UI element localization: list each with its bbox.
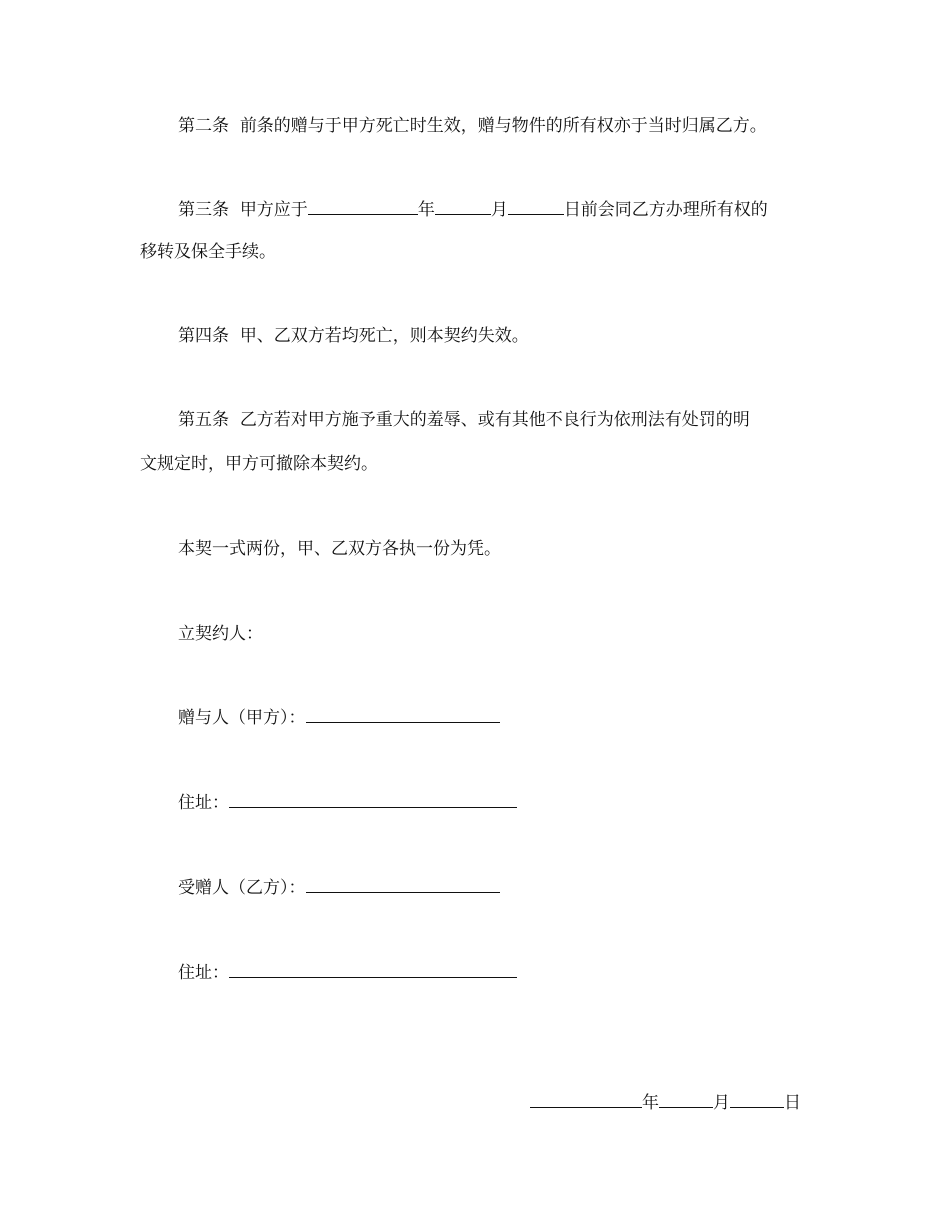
article-3-day-text: 日前会同乙方办理所有权的 (563, 200, 768, 220)
copies-text: 本契一式两份，甲、乙双方各执一份为凭。 (178, 539, 501, 559)
donee-address-field[interactable] (229, 961, 517, 978)
day-blank[interactable] (508, 198, 564, 215)
month-blank[interactable] (435, 198, 491, 215)
donor-row (178, 706, 500, 730)
donee-address-label: 住址： (178, 963, 229, 983)
article-3-year: 年 (417, 200, 435, 220)
article-5-line2 (140, 452, 378, 476)
donee-name-field[interactable] (306, 876, 500, 893)
article-3-label: 第三条 (178, 200, 229, 220)
article-4-text: 甲、乙双方若均死亡，则本契约失效。 (239, 326, 529, 346)
date-month-blank[interactable] (659, 1091, 713, 1108)
article-3-line2 (140, 240, 276, 264)
article-3 (178, 198, 768, 222)
year-blank[interactable] (308, 198, 418, 215)
date-day-blank[interactable] (730, 1091, 784, 1108)
article-5-line2-text: 文规定时，甲方可撤除本契约。 (140, 454, 378, 474)
article-2 (178, 114, 767, 138)
article-4 (178, 324, 529, 348)
date-year: 年 (642, 1093, 659, 1113)
donor-address-field[interactable] (229, 791, 517, 808)
donee-label: 受赠人（乙方）： (178, 878, 306, 898)
donee-row (178, 876, 500, 900)
donor-name-field[interactable] (306, 706, 500, 723)
article-2-label: 第二条 (178, 116, 229, 136)
signature-date (530, 1091, 801, 1115)
article-3-pre: 甲方应于 (239, 200, 308, 220)
signatories-title (178, 622, 263, 646)
article-5-label: 第五条 (178, 410, 229, 430)
donee-address-row (178, 961, 517, 985)
donor-address-label: 住址： (178, 793, 229, 813)
date-day: 日 (784, 1093, 801, 1113)
date-month: 月 (713, 1093, 730, 1113)
article-5 (178, 408, 750, 432)
article-4-label: 第四条 (178, 326, 229, 346)
article-3-month: 月 (490, 200, 508, 220)
article-5-text: 乙方若对甲方施予重大的羞辱、或有其他不良行为依刑法有处罚的明 (239, 410, 750, 430)
date-year-blank[interactable] (530, 1091, 642, 1108)
article-3-line2-text: 移转及保全手续。 (140, 242, 276, 262)
donor-address-row (178, 791, 517, 815)
article-2-text: 前条的赠与于甲方死亡时生效，赠与物件的所有权亦于当时归属乙方。 (239, 116, 767, 136)
donor-label: 赠与人（甲方）： (178, 708, 306, 728)
signatories-title-text: 立契约人： (178, 624, 263, 644)
copies-clause (178, 537, 501, 561)
